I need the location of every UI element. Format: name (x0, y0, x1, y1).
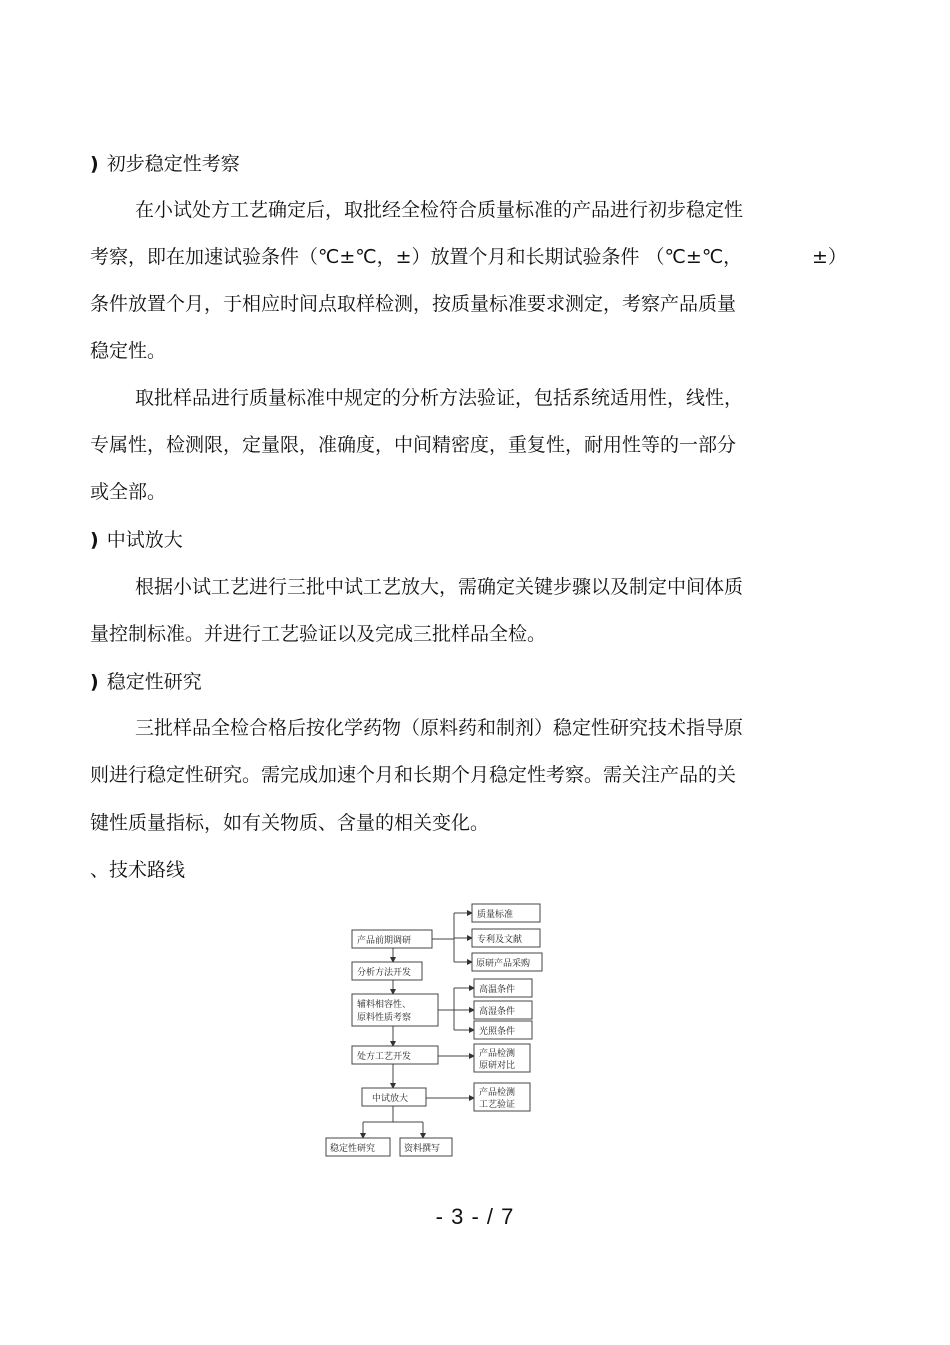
flow-node-pilot: 中试放大 (372, 1094, 409, 1104)
paragraph-line: 则进行稳定性研究。需完成加速个月和长期个月稳定性考察。需关注产品的关 (90, 764, 737, 786)
flow-node-purchase: 原研产品采购 (476, 959, 531, 969)
heading-marker: ) (90, 671, 99, 693)
paragraph-line-tail: ±） (812, 246, 847, 268)
paragraph-line: 键性质量指标，如有关物质、含量的相关变化。 (90, 812, 490, 834)
flow-node-test-verify-2: 工艺验证 (479, 1100, 516, 1110)
flow-node-light: 光照条件 (479, 1027, 516, 1037)
flow-node-formulation: 处方工艺开发 (357, 1052, 412, 1062)
heading-title: 初步稳定性考察 (106, 153, 240, 175)
heading-marker: ) (90, 529, 99, 551)
heading-title: 中试放大 (106, 529, 183, 551)
page-number: - 3 - / 7 (435, 1204, 515, 1229)
flow-node-quality-std: 质量标准 (477, 910, 514, 920)
section-heading-technical-route: 、技术路线 (90, 859, 186, 881)
heading-marker: ) (90, 153, 99, 175)
paragraph-line: 稳定性。 (90, 340, 167, 362)
flow-node-docs: 资料撰写 (404, 1144, 441, 1154)
flow-node-survey: 产品前期调研 (357, 936, 412, 946)
paragraph-line: 在小试处方工艺确定后，取批经全检符合质量标准的产品进行初步稳定性 (135, 199, 744, 221)
flow-node-test-compare-2: 原研对比 (479, 1061, 516, 1071)
flow-node-method: 分析方法开发 (357, 968, 412, 978)
flow-node-compat-1: 辅料相容性、 (357, 1000, 412, 1010)
paragraph-line: 专属性，检测限，定量限，准确度，中间精密度，重复性，耐用性等的一部分 (90, 434, 737, 456)
paragraph-line: 考察，即在加速试验条件（℃±℃，±）放置个月和长期试验条件 （℃±℃， (90, 246, 743, 268)
flow-node-stability: 稳定性研究 (330, 1144, 376, 1154)
flow-node-test-verify-1: 产品检测 (479, 1088, 516, 1098)
paragraph-line: 取批样品进行质量标准中规定的分析方法验证，包括系统适用性，线性， (135, 387, 744, 409)
flow-node-high-temp: 高温条件 (479, 985, 516, 995)
paragraph-line: 条件放置个月，于相应时间点取样检测，按质量标准要求测定，考察产品质量 (90, 293, 737, 315)
section-heading-stability-study (90, 670, 202, 694)
section-heading-pilot-scale (90, 528, 183, 552)
heading-title: 稳定性研究 (106, 671, 202, 693)
flow-node-test-compare-1: 产品检测 (479, 1049, 516, 1059)
flow-node-high-humid: 高湿条件 (479, 1007, 516, 1017)
section-heading-initial-stability (90, 152, 240, 176)
paragraph-line: 或全部。 (90, 481, 167, 503)
flow-node-patent: 专利及文献 (477, 935, 523, 945)
paragraph-line: 根据小试工艺进行三批中试工艺放大，需确定关键步骤以及制定中间体质 (135, 576, 744, 598)
flow-node-compat-2: 原料性质考察 (357, 1013, 412, 1023)
technical-route-flowchart (320, 900, 550, 1162)
paragraph-line: 三批样品全检合格后按化学药物（原料药和制剂）稳定性研究技术指导原 (135, 717, 744, 739)
paragraph-line: 量控制标准。并进行工艺验证以及完成三批样品全检。 (90, 623, 547, 645)
